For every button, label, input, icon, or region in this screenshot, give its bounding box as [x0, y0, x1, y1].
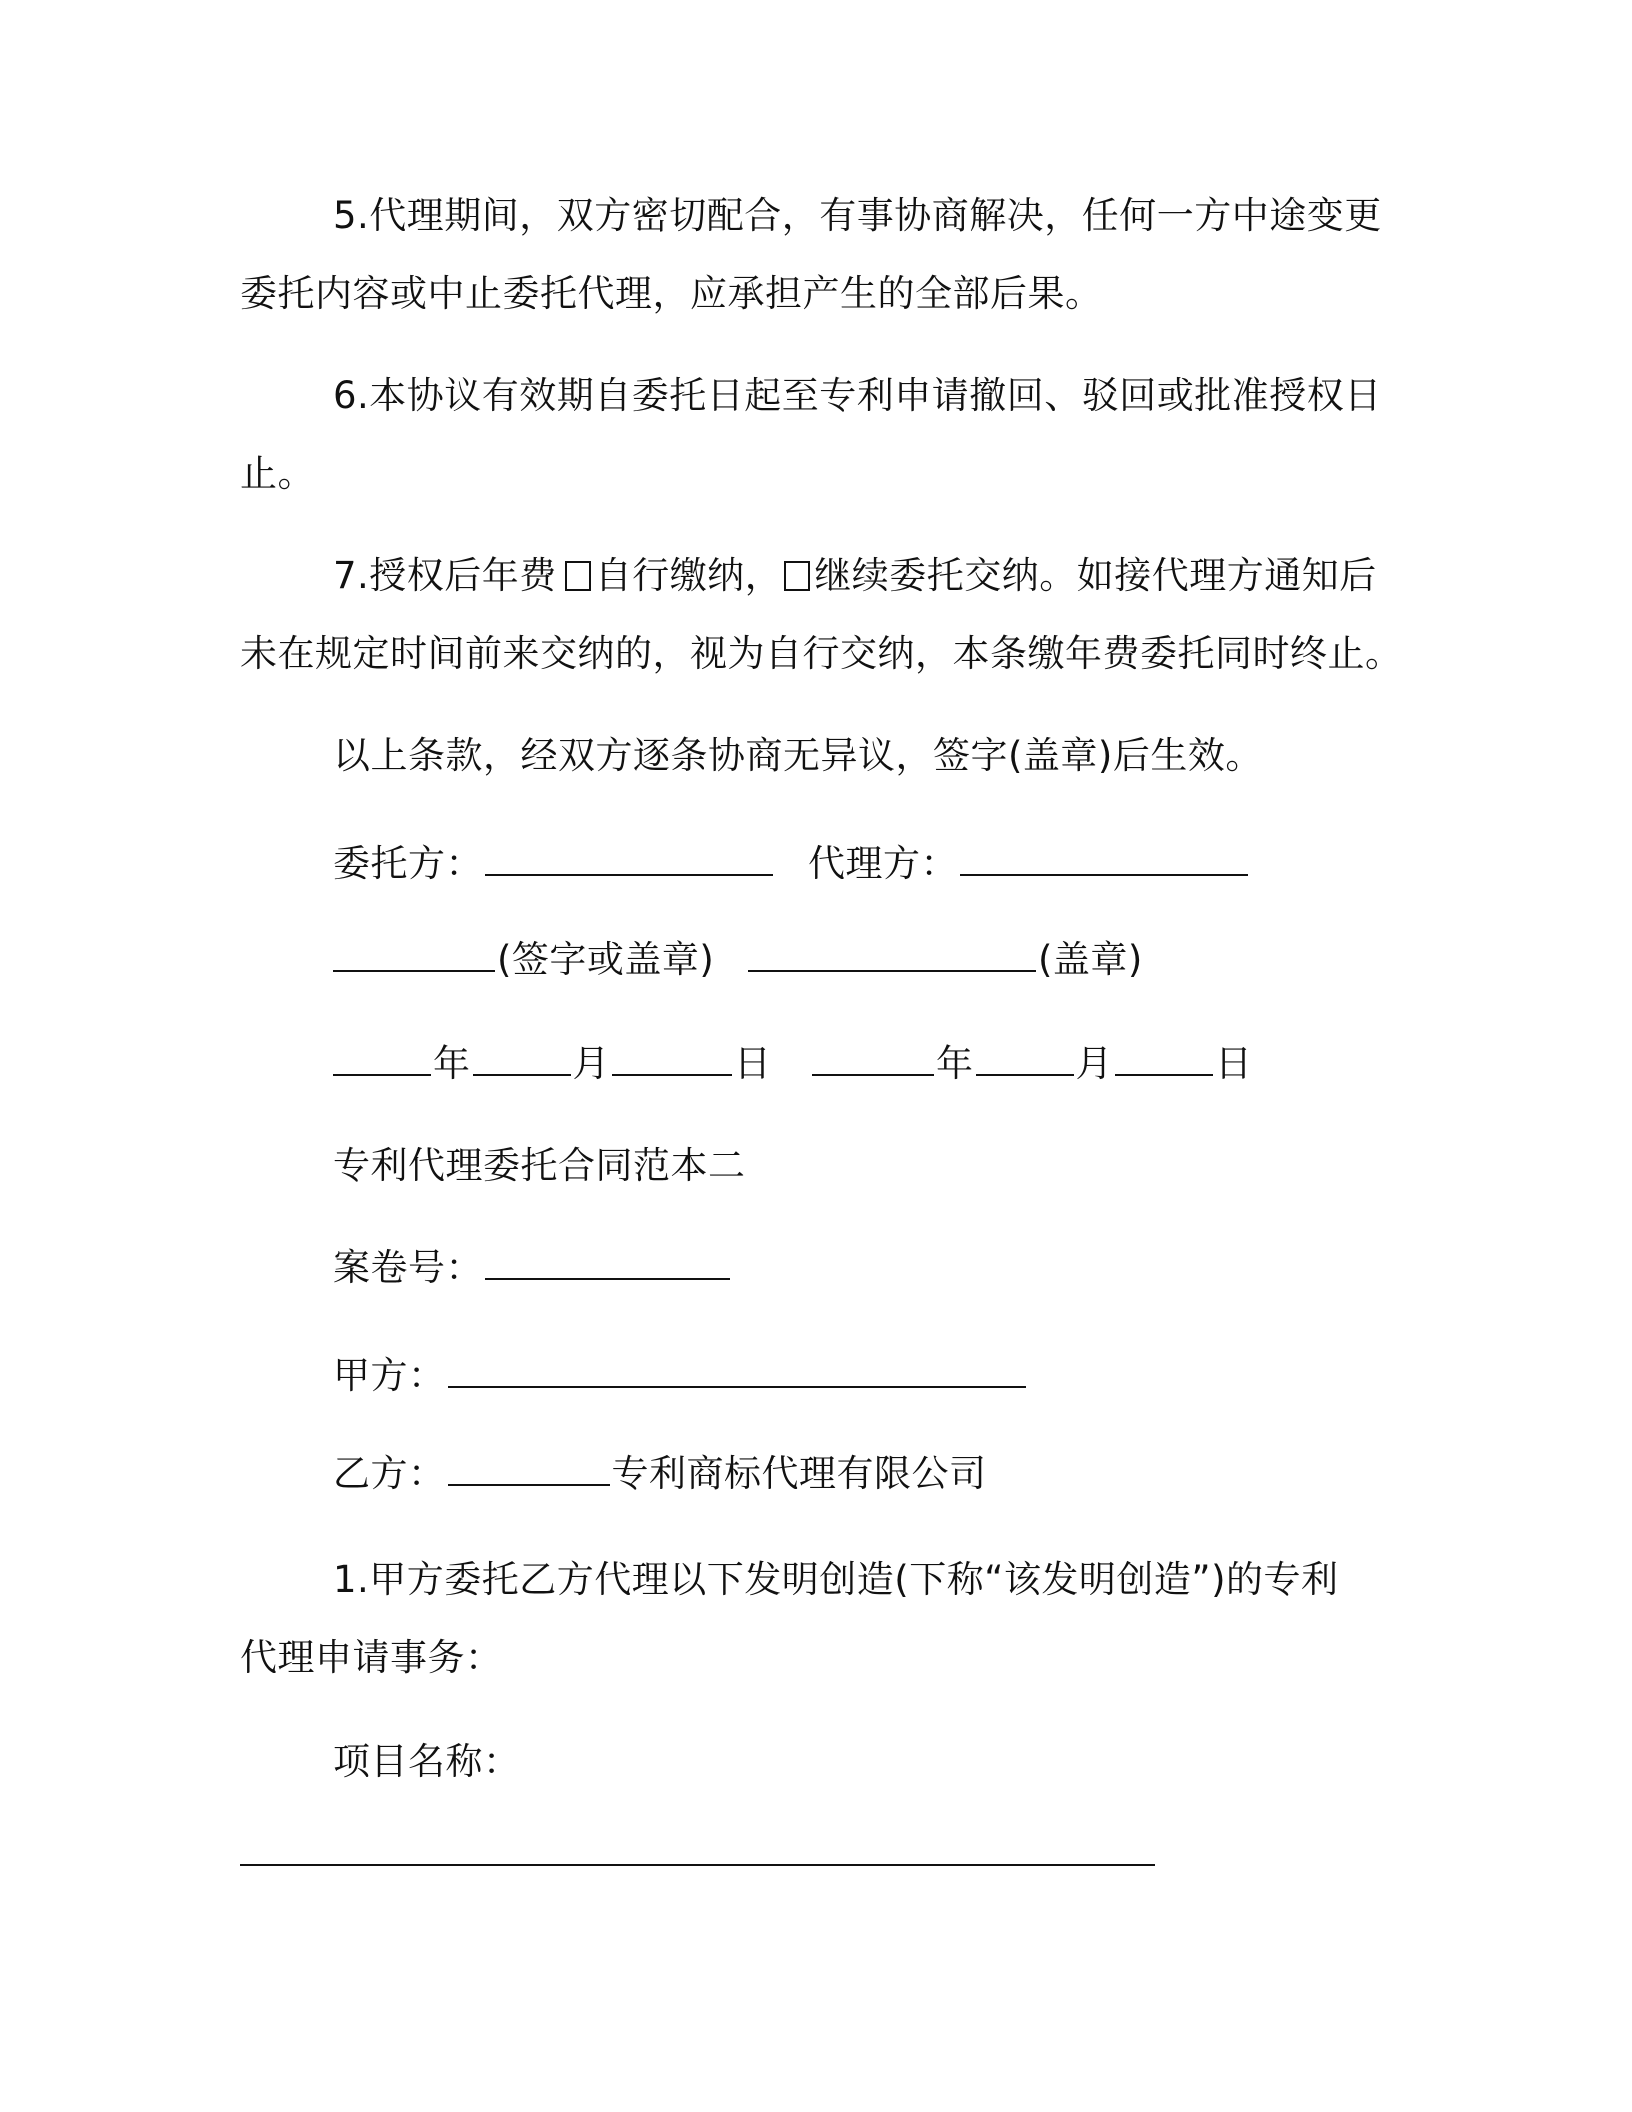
project-name-label: 项目名称：: [333, 1740, 521, 1783]
clause-7-line-2: 未在规定时间前来交纳的，视为自行交纳，本条缴年费委托同时终止。: [240, 632, 1403, 675]
principal-date-row: [333, 1040, 772, 1088]
party-a-field[interactable]: [448, 1352, 1026, 1388]
agent-date-row: [812, 1040, 1253, 1088]
principal-name-field[interactable]: [485, 840, 773, 876]
agent-seal-row: [748, 936, 1143, 984]
principal-month-field[interactable]: [473, 1040, 571, 1076]
clause-7-line-1: [333, 552, 1377, 600]
agent-month-field[interactable]: [976, 1040, 1074, 1076]
day-label: 日: [1215, 1042, 1253, 1085]
party-b-field[interactable]: [448, 1450, 610, 1486]
principal-sign-note: (签字或盖章): [497, 938, 715, 981]
month-label: 月: [1075, 1042, 1113, 1085]
principal-label: 委托方：: [333, 842, 483, 885]
year-label: 年: [936, 1042, 974, 1085]
agent-label: 代理方：: [808, 842, 958, 885]
party-b-label: 乙方：: [333, 1452, 446, 1495]
party-a-row: [333, 1352, 1028, 1400]
principal-day-field[interactable]: [612, 1040, 732, 1076]
party-a-label: 甲方：: [333, 1354, 446, 1397]
agent-year-field[interactable]: [812, 1040, 934, 1076]
year-label: 年: [433, 1042, 471, 1085]
agent-signature-row: [808, 840, 1250, 888]
case-number-label: 案卷号：: [333, 1246, 483, 1289]
principal-signature-row: [333, 840, 775, 888]
self-pay-checkbox[interactable]: [565, 561, 591, 591]
clause-6-line-2: 止。: [240, 452, 315, 495]
month-label: 月: [572, 1042, 610, 1085]
clause-7-option-2: 继续委托交纳。如接代理方通知后: [814, 554, 1377, 597]
case-number-row: [333, 1244, 732, 1292]
clause-6-line-1: 6.本协议有效期自委托日起至专利申请撤回、驳回或批准授权日: [333, 374, 1382, 417]
agent-day-field[interactable]: [1115, 1040, 1213, 1076]
project-name-field[interactable]: [240, 1864, 1155, 1866]
entrust-pay-checkbox[interactable]: [784, 561, 810, 591]
party-b-row: [333, 1450, 987, 1498]
clause-5-line-2: 委托内容或中止委托代理，应承担产生的全部后果。: [240, 272, 1103, 315]
agent-sign-note: (盖章): [1038, 938, 1143, 981]
clause-7-option-1: 自行缴纳，: [594, 554, 783, 597]
clause-5-line-1: 5.代理期间，双方密切配合，有事协商解决，任何一方中途变更: [333, 194, 1382, 237]
day-label: 日: [734, 1042, 772, 1085]
principal-seal-row: [333, 936, 714, 984]
case-number-field[interactable]: [485, 1244, 730, 1280]
item-1-line-2: 代理申请事务：: [240, 1636, 503, 1679]
party-b-suffix: 专利商标代理有限公司: [611, 1452, 987, 1495]
principal-seal-field[interactable]: [333, 936, 495, 972]
clause-7-prefix: 7.授权后年费: [333, 554, 557, 597]
principal-year-field[interactable]: [333, 1040, 431, 1076]
closing-statement: 以上条款，经双方逐条协商无异议，签字(盖章)后生效。: [333, 734, 1263, 777]
agent-name-field[interactable]: [960, 840, 1248, 876]
agent-seal-field[interactable]: [748, 936, 1036, 972]
template-2-title: 专利代理委托合同范本二: [333, 1144, 746, 1187]
item-1-line-1: 1.甲方委托乙方代理以下发明创造(下称“该发明创造”)的专利: [333, 1558, 1339, 1601]
